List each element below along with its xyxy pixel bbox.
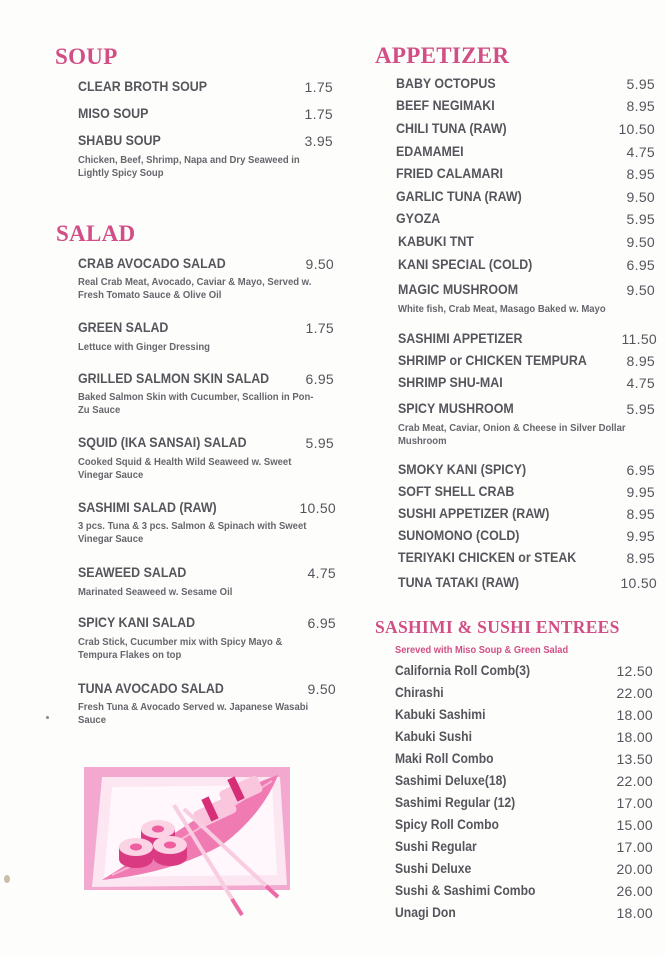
menu-item (396, 144, 655, 162)
menu-item (398, 462, 655, 480)
menu-item (396, 98, 655, 116)
item-name: CLEAR BROTH SOUP (78, 79, 208, 94)
item-name: SUNOMONO (COLD) (398, 528, 520, 543)
item-name: CRAB AVOCADO SALAD (78, 256, 226, 271)
item-name: SHRIMP SHU-MAI (398, 375, 503, 390)
item-price: 8.95 (626, 550, 655, 566)
salad-title: SALAD (56, 221, 136, 246)
item-description: 3 pcs. Tuna & 3 pcs. Salmon & Spinach with Sweet Vinegar Sauce (78, 521, 307, 545)
item-price: 5.95 (626, 401, 655, 417)
item-name: SPICY MUSHROOM (398, 401, 514, 416)
item-price: 9.50 (307, 681, 336, 697)
item-name: Spicy Roll Combo (395, 817, 499, 832)
menu-item (78, 320, 334, 356)
item-name: SQUID (IKA SANSAI) SALAD (78, 435, 247, 450)
item-price: 1.75 (304, 79, 333, 95)
item-name: Sushi Deluxe (395, 861, 472, 876)
menu-item (396, 211, 655, 229)
item-name: SEAWEED SALAD (78, 565, 187, 580)
menu-item (395, 729, 653, 747)
item-price: 22.00 (616, 685, 653, 701)
menu-item (395, 905, 653, 923)
menu-item (78, 500, 336, 548)
item-description: White fish, Crab Meat, Masago Baked w. Mayo (398, 304, 606, 315)
menu-item (398, 575, 657, 593)
item-name: Sushi & Sashimi Combo (395, 883, 536, 898)
menu-item (395, 817, 653, 835)
item-price: 18.00 (616, 905, 653, 921)
item-name: CHILI TUNA (RAW) (396, 121, 507, 136)
item-name: KANI SPECIAL (COLD) (398, 257, 533, 272)
menu-item (78, 79, 333, 97)
item-price: 4.75 (626, 144, 655, 160)
item-price: 20.00 (616, 861, 653, 877)
item-name: TUNA TATAKI (RAW) (398, 575, 519, 590)
item-price: 5.95 (626, 211, 655, 227)
soup-title: SOUP (55, 44, 118, 69)
entrees-title: SASHIMI & SUSHI ENTREES (375, 617, 620, 637)
menu-item (396, 189, 655, 207)
item-price: 6.95 (626, 462, 655, 478)
item-description: Lettuce with Ginger Dressing (78, 342, 210, 353)
menu-item (78, 256, 334, 304)
item-price: 22.00 (616, 773, 653, 789)
item-price: 18.00 (616, 729, 653, 745)
sushi-plate-icon (82, 765, 292, 920)
item-price: 6.95 (626, 257, 655, 273)
item-description: Fresh Tuna & Avocado Served w. Japanese Wasabi Sauce (78, 702, 309, 726)
item-name: Unagi Don (395, 905, 456, 920)
menu-item (395, 707, 653, 725)
menu-item (395, 773, 653, 791)
item-name: KABUKI TNT (398, 234, 474, 249)
item-price: 10.50 (299, 500, 336, 516)
item-price: 12.50 (616, 663, 653, 679)
item-price: 17.00 (616, 839, 653, 855)
menu-item (78, 615, 336, 663)
appetizer-title: APPETIZER (375, 43, 510, 68)
menu-item (398, 528, 655, 546)
item-description: Real Crab Meat, Avocado, Caviar & Mayo, Served w. Fresh Tomato Sauce & Olive Oil (78, 277, 312, 301)
item-price: 10.50 (620, 575, 657, 591)
menu-item (398, 257, 655, 275)
item-name: SASHIMI SALAD (RAW) (78, 500, 217, 515)
item-description: Chicken, Beef, Shrimp, Napa and Dry Seaweed in Lightly Spicy Soup (78, 155, 300, 179)
item-name: GYOZA (396, 211, 441, 226)
item-price: 8.95 (626, 166, 655, 182)
menu-item (395, 839, 653, 857)
item-description: Baked Salmon Skin with Cucumber, Scallion in Pon-Zu Sauce (78, 392, 314, 416)
menu-item (398, 506, 655, 524)
item-name: SPICY KANI SALAD (78, 615, 196, 630)
menu-item (396, 76, 655, 94)
item-name: Maki Roll Combo (395, 751, 494, 766)
item-name: GARLIC TUNA (RAW) (396, 189, 522, 204)
item-price: 13.50 (616, 751, 653, 767)
item-name: Sashimi Deluxe(18) (395, 773, 507, 788)
item-name: Sashimi Regular (12) (395, 795, 516, 810)
item-price: 9.95 (626, 528, 655, 544)
item-name: SOFT SHELL CRAB (398, 484, 515, 499)
item-name: EDAMAMEI (396, 144, 464, 159)
item-price: 5.95 (626, 76, 655, 92)
menu-item (398, 331, 657, 349)
menu-item (398, 401, 655, 449)
item-price: 9.50 (626, 282, 655, 298)
menu-item (398, 550, 655, 568)
menu-item (395, 685, 653, 703)
item-name: BEEF NEGIMAKI (396, 98, 495, 113)
menu-item (398, 353, 655, 371)
menu-item (395, 861, 653, 879)
item-name: GREEN SALAD (78, 320, 169, 335)
item-price: 1.75 (304, 106, 333, 122)
item-name: Kabuki Sashimi (395, 707, 486, 722)
item-price: 18.00 (616, 707, 653, 723)
item-price: 1.75 (305, 320, 334, 336)
item-price: 8.95 (626, 98, 655, 114)
menu-item (78, 371, 334, 419)
item-price: 9.50 (305, 256, 334, 272)
item-description: Cooked Squid & Health Wild Seaweed w. Sweet Vinegar Sauce (78, 457, 292, 481)
item-name: FRIED CALAMARI (396, 166, 503, 181)
item-price: 15.00 (616, 817, 653, 833)
item-name: SHRIMP or CHICKEN TEMPURA (398, 353, 587, 368)
item-name: TUNA AVOCADO SALAD (78, 681, 224, 696)
item-description: Marinated Seaweed w. Sesame Oil (78, 587, 233, 598)
item-name: SASHIMI APPETIZER (398, 331, 523, 346)
menu-item (395, 883, 653, 901)
item-price: 26.00 (616, 883, 653, 899)
item-description: Crab Stick, Cucumber mix with Spicy Mayo & Tempura Flakes on top (78, 637, 283, 661)
menu-item (396, 166, 655, 184)
item-name: California Roll Comb(3) (395, 663, 531, 678)
menu-item (78, 133, 333, 179)
item-price: 6.95 (305, 371, 334, 387)
scan-speck (46, 716, 49, 719)
scan-speck (4, 875, 10, 883)
item-price: 4.75 (307, 565, 336, 581)
item-price: 9.95 (626, 484, 655, 500)
menu-item (395, 795, 653, 813)
item-price: 11.50 (621, 331, 657, 347)
sushi-plate-illustration (82, 765, 292, 890)
item-name: TERIYAKI CHICKEN or STEAK (398, 550, 577, 565)
item-name: SHABU SOUP (78, 133, 161, 148)
item-name: Kabuki Sushi (395, 729, 472, 744)
item-price: 10.50 (618, 121, 655, 137)
menu-item (398, 282, 655, 318)
item-price: 8.95 (626, 506, 655, 522)
item-name: Sushi Regular (395, 839, 477, 854)
item-price: 5.95 (305, 435, 334, 451)
item-price: 3.95 (304, 133, 333, 149)
menu-item (395, 663, 653, 681)
item-price: 4.75 (626, 375, 655, 391)
menu-item (78, 681, 336, 729)
menu-item (78, 565, 336, 601)
item-price: 9.50 (626, 189, 655, 205)
menu-item (398, 484, 655, 502)
menu-item (398, 375, 655, 393)
item-price: 6.95 (307, 615, 336, 631)
menu-item (396, 121, 655, 139)
item-name: BABY OCTOPUS (396, 76, 496, 91)
item-name: Chirashi (395, 685, 444, 700)
menu-item (395, 751, 653, 769)
item-description: Crab Meat, Caviar, Onion & Cheese in Silver Dollar Mushroom (398, 423, 626, 447)
item-price: 9.50 (626, 234, 655, 250)
item-price: 8.95 (626, 353, 655, 369)
item-price: 17.00 (616, 795, 653, 811)
entrees-subtitle: Sereved with Miso Soup & Green Salad (395, 645, 569, 656)
item-name: MISO SOUP (78, 106, 149, 121)
item-name: SUSHI APPETIZER (RAW) (398, 506, 550, 521)
menu-item (78, 435, 334, 483)
item-name: GRILLED SALMON SKIN SALAD (78, 371, 270, 386)
item-name: SMOKY KANI (SPICY) (398, 462, 527, 477)
menu-item (398, 234, 655, 252)
menu-item (78, 106, 333, 124)
item-name: MAGIC MUSHROOM (398, 282, 519, 297)
